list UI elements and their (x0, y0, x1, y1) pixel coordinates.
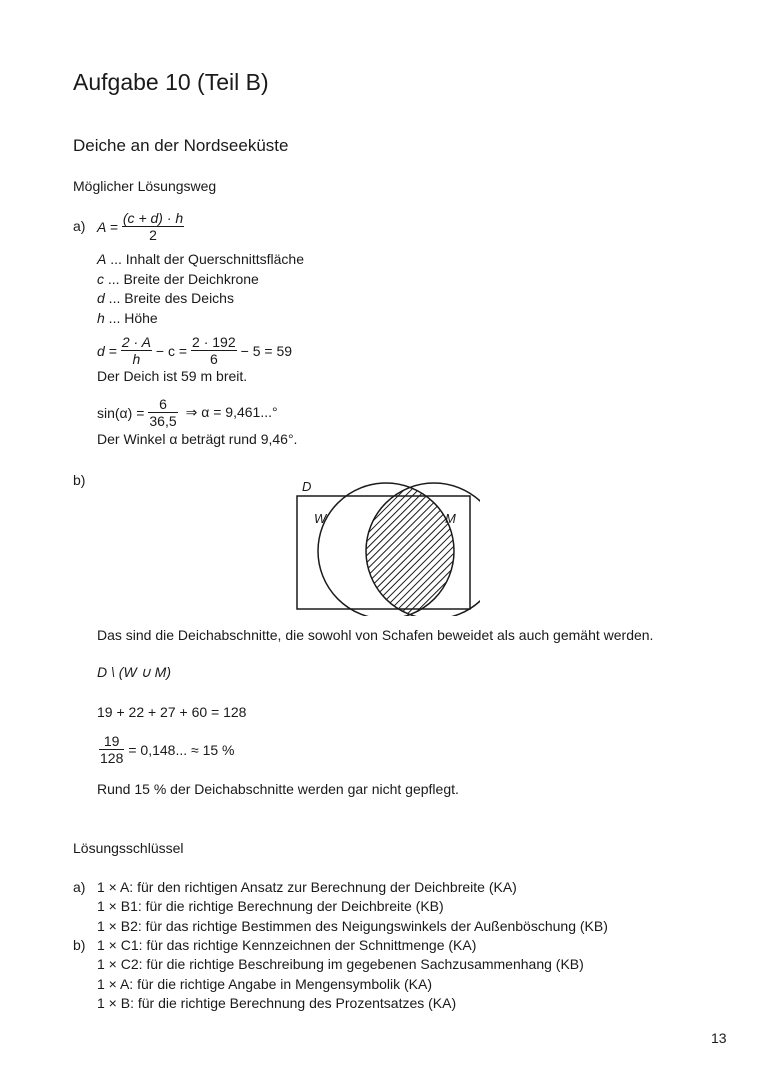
fraction-numerator: 6 (148, 396, 177, 413)
width-fraction-2 (191, 334, 237, 367)
width-equation-rhs: − 5 = 59 (240, 342, 293, 359)
legend-var: c (97, 270, 104, 287)
solution-heading: Möglicher Lösungsweg (73, 178, 217, 194)
key-item: 1 × A: für den richtigen Ansatz zur Berechnung der Deichbreite (KA) (97, 879, 517, 895)
legend-item (97, 270, 304, 290)
legend-item (97, 309, 304, 329)
set-m-label: M (445, 511, 456, 526)
set-w-label: W (314, 511, 327, 526)
page-title: Aufgabe 10 (Teil B) (73, 69, 269, 95)
ratio-rhs: = 0,148... ≈ 15 % (128, 741, 235, 758)
area-formula-fraction (122, 210, 184, 243)
key-item: 1 × B1: für die richtige Berechnung der Deichbreite (KB) (97, 898, 444, 915)
conclusion: Rund 15 % der Deichabschnitte werden gar nicht gepflegt. (97, 781, 459, 797)
variable-legend (97, 250, 304, 328)
width-equation-mid: − c = (155, 342, 188, 359)
page-number: 13 (711, 1030, 727, 1046)
ratio-fraction (99, 733, 124, 766)
key-item: 1 × B: für die richtige Berechnung des Prozentsatzes (KA) (97, 995, 457, 1012)
width-equation (97, 334, 292, 367)
set-expression: D \ (W ∪ M) (97, 664, 172, 680)
legend-text: ... Höhe (104, 309, 158, 326)
key-a-list (97, 878, 608, 936)
area-formula (97, 210, 186, 243)
venn-description: Das sind die Deichabschnitte, die sowohl von Schafen beweidet als auch gemäht werden. (97, 627, 654, 643)
key-heading: Lösungsschlüssel (73, 840, 184, 856)
fraction-denominator: 6 (209, 351, 218, 367)
sine-equation (97, 396, 278, 429)
key-b-label: b) (73, 937, 86, 953)
sine-equation-lhs: sin(α) = (97, 404, 145, 421)
area-formula-numerator: (c + d) · h (122, 210, 184, 226)
width-fraction-1 (121, 334, 152, 367)
sine-fraction (148, 396, 177, 429)
legend-item (97, 250, 304, 270)
key-item: 1 × C1: für das richtige Kennzeichnen der Schnittmenge (KA) (97, 937, 477, 953)
legend-text: ... Breite des Deichs (104, 290, 234, 306)
width-result: Der Deich ist 59 m breit. (97, 368, 248, 384)
universe-label: D (302, 479, 312, 494)
part-a-label: a) (73, 218, 86, 234)
fraction-denominator: 128 (100, 750, 124, 766)
legend-item (97, 289, 304, 309)
page-subtitle: Deiche an der Nordseeküste (73, 136, 289, 155)
area-formula-lhs: A = (97, 218, 118, 235)
venn-diagram (290, 476, 480, 616)
legend-var: d (97, 290, 105, 306)
key-a-label: a) (73, 879, 86, 895)
fraction-denominator: 36,5 (149, 413, 177, 429)
fraction-numerator: 19 (99, 733, 124, 750)
width-equation-lhs: d = (97, 342, 117, 359)
key-item: 1 × B2: für das richtige Bestimmen des Neigungswinkels der Außenböschung (KB) (97, 917, 608, 934)
fraction-numerator: 2 · 192 (192, 334, 236, 350)
key-item: 1 × C2: für die richtige Beschreibung im gegebenen Sachzusammenhang (KB) (97, 956, 584, 973)
sine-equation-rhs: ⇒ α = 9,461...° (185, 404, 278, 420)
area-formula-denominator: 2 (149, 227, 157, 243)
fraction-numerator: 2 · A (121, 334, 151, 350)
legend-text: ... Inhalt der Querschnittsfläche (106, 251, 304, 267)
ratio-equation (97, 733, 235, 766)
sum-equation: 19 + 22 + 27 + 60 = 128 (97, 704, 247, 720)
key-b-list (97, 936, 584, 1014)
key-item: 1 × A: für die richtige Angabe in Mengensymbolik (KA) (97, 975, 433, 992)
angle-result: Der Winkel α beträgt rund 9,46°. (97, 431, 298, 447)
legend-text: ... Breite der Deichkrone (104, 270, 259, 287)
fraction-denominator: h (132, 351, 141, 367)
part-b-label: b) (73, 472, 86, 488)
legend-var: h (97, 309, 105, 326)
legend-var: A (97, 251, 107, 267)
